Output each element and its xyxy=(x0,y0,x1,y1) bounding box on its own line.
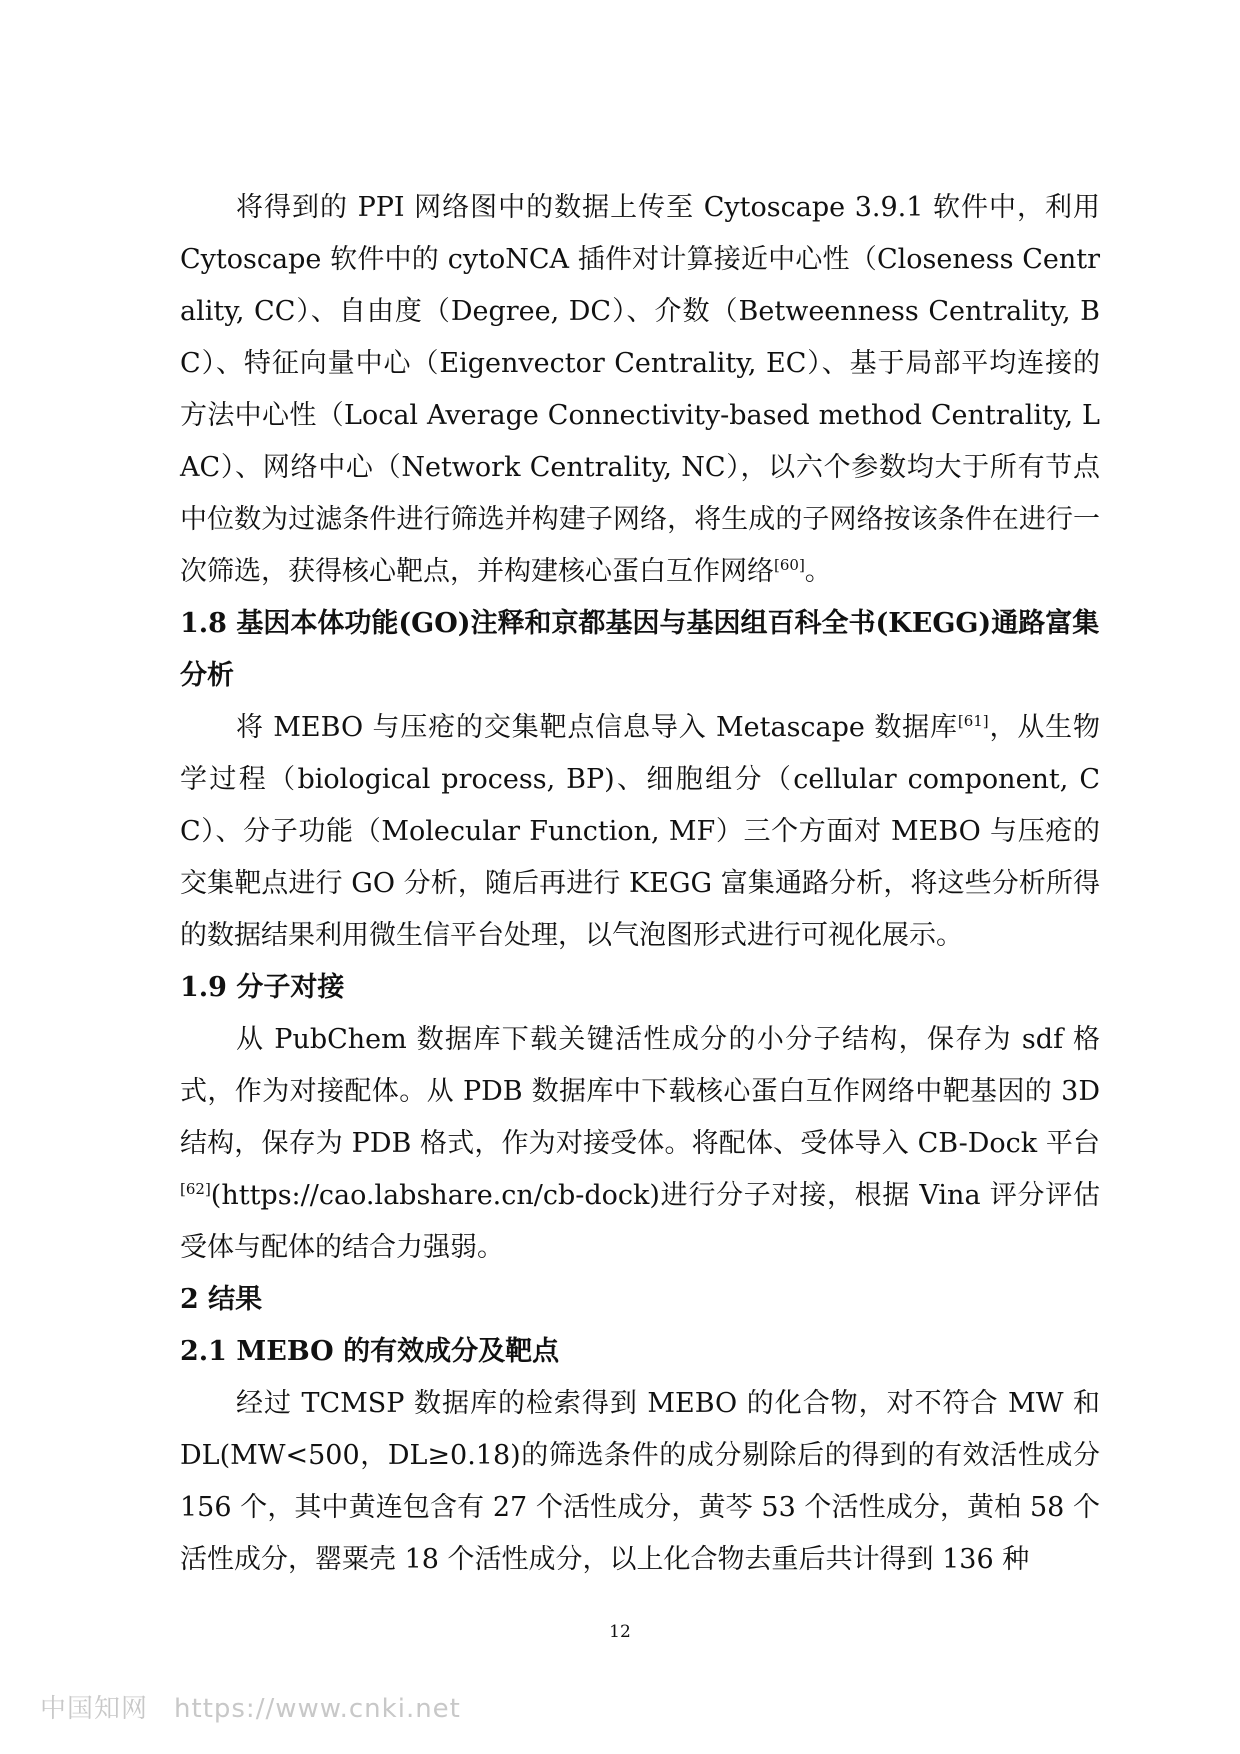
page-body xyxy=(180,182,1100,1586)
section-heading-1-8: 1.8 基因本体功能(GO)注释和京都基因与基因组百科全书(KEGG)通路富集分析 xyxy=(180,608,1100,691)
paragraph-ppi-network xyxy=(180,182,1100,598)
watermark-url[interactable]: https://www.cnki.net xyxy=(174,1694,461,1724)
paragraph-text: 将得到的 PPI 网络图中的数据上传至 Cytoscape 3.9.1 软件中，利用 Cytoscape 软件中的 cytoNCA 插件对计算接近中心性（Closeness Centrality, CC）、自由度（Degree, DC）、介数（Betweenness Centrality, BC）、特征向量中心（Eigenvector Centrality, EC）、基于局部平均连接的方法中心性（Local Average Connectivity-based method Centrality, LAC）、网络中心（Network Centrality, NC），以六个参数均大于所有节点中位数为过滤条件进行筛选并构建子网络，将生成的子网络按该条件在进行一次筛选，获得核心靶点，并构建核心蛋白互作网络 xyxy=(180,192,1100,587)
citation-60[interactable]: [60] xyxy=(774,556,805,574)
cnki-watermark xyxy=(40,1688,461,1725)
paragraph-active-ingredients xyxy=(180,1378,1100,1586)
section-heading-2-1: 2.1 MEBO 的有效成分及靶点 xyxy=(180,1336,560,1367)
paragraph-text: 经过 TCMSP 数据库的检索得到 MEBO 的化合物，对不符合 MW 和 DL(MW<500，DL≥0.18)的筛选条件的成分剔除后的得到的有效活性成分 156 个，其中黄连包含有 27 个活性成分，黄芩 53 个活性成分，黄柏 58 个活性成分，罂粟壳 18 个活性成分，以上化合物去重后共计得到 136 种 xyxy=(180,1388,1100,1575)
paragraph-molecular-docking xyxy=(180,1014,1100,1274)
paragraph-text: (https://cao.labshare.cn/cb-dock)进行分子对接，根据 Vina 评分评估受体与配体的结合力强弱。 xyxy=(180,1180,1100,1263)
page-number: 12 xyxy=(609,1622,631,1642)
citation-61[interactable]: [61] xyxy=(957,712,989,730)
paragraph-end: 。 xyxy=(804,556,832,587)
citation-62[interactable]: [62] xyxy=(180,1180,211,1198)
paragraph-text: ，从生物学过程（biological process, BP)、细胞组分（cellular component, CC）、分子功能（Molecular Function, MF）三个方面对 MEBO 与压疮的交集靶点进行 GO 分析，随后再进行 KEGG 富集通路分析，将这些分析所得的数据结果利用微生信平台处理，以气泡图形式进行可视化展示。 xyxy=(180,712,1100,951)
paragraph-text: 从 PubChem 数据库下载关键活性成分的小分子结构，保存为 sdf 格式，作为对接配体。从 PDB 数据库中下载核心蛋白互作网络中靶基因的 3D 结构，保存为 PDB 格式，作为对接受体。将配体、受体导入 CB-Dock 平台 xyxy=(180,1024,1100,1159)
paragraph-go-kegg xyxy=(180,702,1100,962)
section-heading-2: 2 结果 xyxy=(180,1284,263,1315)
paragraph-text: 将 MEBO 与压疮的交集靶点信息导入 Metascape 数据库 xyxy=(236,712,958,743)
watermark-brand: 中国知网 xyxy=(40,1694,149,1724)
section-heading-1-9: 1.9 分子对接 xyxy=(180,972,345,1003)
